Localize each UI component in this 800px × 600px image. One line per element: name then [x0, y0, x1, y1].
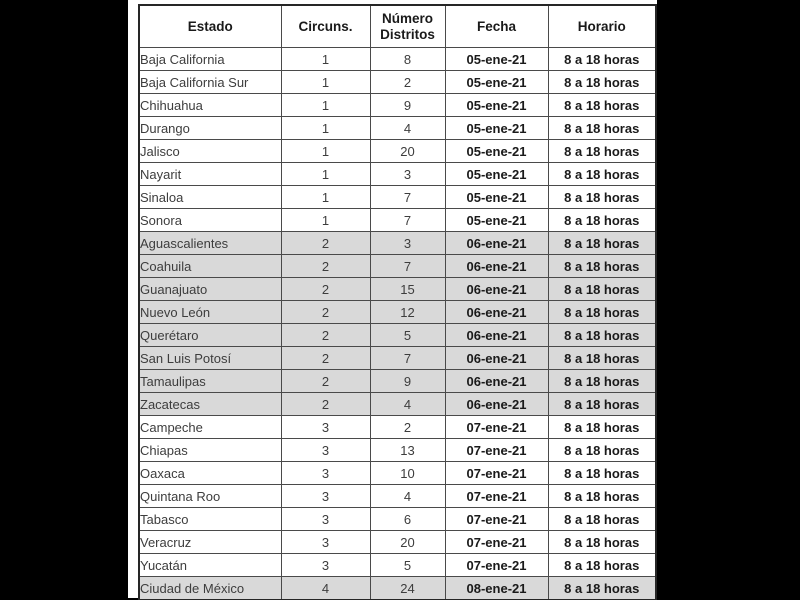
fecha-cell: 06-ene-21 — [445, 232, 548, 255]
estado-cell: Ciudad de México — [139, 577, 281, 600]
distritos-cell: 5 — [370, 324, 445, 347]
circuns-cell: 1 — [281, 117, 370, 140]
distritos-cell: 7 — [370, 186, 445, 209]
table-row — [139, 347, 656, 370]
estado-cell: Zacatecas — [139, 393, 281, 416]
fecha-cell: 07-ene-21 — [445, 554, 548, 577]
table-row — [139, 439, 656, 462]
header-horario: Horario — [548, 5, 656, 48]
header-fecha: Fecha — [445, 5, 548, 48]
fecha-cell: 05-ene-21 — [445, 163, 548, 186]
circuns-cell: 2 — [281, 393, 370, 416]
distritos-cell: 3 — [370, 232, 445, 255]
horario-cell: 8 a 18 horas — [548, 393, 656, 416]
fecha-cell: 07-ene-21 — [445, 485, 548, 508]
distritos-cell: 4 — [370, 117, 445, 140]
table-row — [139, 48, 656, 71]
table-row — [139, 508, 656, 531]
circuns-cell: 1 — [281, 140, 370, 163]
circuns-cell: 4 — [281, 577, 370, 600]
estado-cell: Nuevo León — [139, 301, 281, 324]
horario-cell: 8 a 18 horas — [548, 324, 656, 347]
distritos-cell: 9 — [370, 94, 445, 117]
estado-cell: Nayarit — [139, 163, 281, 186]
estado-cell: Baja California Sur — [139, 71, 281, 94]
document-page — [128, 0, 657, 598]
horario-cell: 8 a 18 horas — [548, 347, 656, 370]
estado-cell: Quintana Roo — [139, 485, 281, 508]
table-row — [139, 301, 656, 324]
table-row — [139, 278, 656, 301]
estado-cell: Oaxaca — [139, 462, 281, 485]
header-distritos: Número Distritos — [370, 5, 445, 48]
circuns-cell: 3 — [281, 439, 370, 462]
estado-cell: Tabasco — [139, 508, 281, 531]
fecha-cell: 06-ene-21 — [445, 301, 548, 324]
estado-cell: Campeche — [139, 416, 281, 439]
distritos-cell: 3 — [370, 163, 445, 186]
fecha-cell: 07-ene-21 — [445, 439, 548, 462]
table-row — [139, 554, 656, 577]
circuns-cell: 2 — [281, 278, 370, 301]
circuns-cell: 3 — [281, 531, 370, 554]
fecha-cell: 07-ene-21 — [445, 531, 548, 554]
table-header — [139, 5, 656, 48]
fecha-cell: 07-ene-21 — [445, 416, 548, 439]
circuns-cell: 2 — [281, 301, 370, 324]
circuns-cell: 1 — [281, 71, 370, 94]
table-body — [139, 48, 656, 600]
table-row — [139, 255, 656, 278]
circuns-cell: 3 — [281, 462, 370, 485]
table-row — [139, 94, 656, 117]
estado-cell: Chiapas — [139, 439, 281, 462]
distritos-cell: 2 — [370, 71, 445, 94]
fecha-cell: 06-ene-21 — [445, 393, 548, 416]
fecha-cell: 06-ene-21 — [445, 278, 548, 301]
estado-cell: San Luis Potosí — [139, 347, 281, 370]
fecha-cell: 06-ene-21 — [445, 255, 548, 278]
distritos-cell: 13 — [370, 439, 445, 462]
estado-cell: Querétaro — [139, 324, 281, 347]
circuns-cell: 2 — [281, 232, 370, 255]
distritos-cell: 24 — [370, 577, 445, 600]
horario-cell: 8 a 18 horas — [548, 232, 656, 255]
table-row — [139, 71, 656, 94]
horario-cell: 8 a 18 horas — [548, 71, 656, 94]
fecha-cell: 05-ene-21 — [445, 48, 548, 71]
header-estado: Estado — [139, 5, 281, 48]
header-row — [139, 5, 656, 48]
circuns-cell: 1 — [281, 48, 370, 71]
circuns-cell: 1 — [281, 186, 370, 209]
estado-cell: Sonora — [139, 209, 281, 232]
fecha-cell: 07-ene-21 — [445, 462, 548, 485]
distritos-cell: 5 — [370, 554, 445, 577]
circuns-cell: 2 — [281, 370, 370, 393]
distritos-cell: 12 — [370, 301, 445, 324]
distritos-cell: 7 — [370, 255, 445, 278]
distritos-cell: 4 — [370, 393, 445, 416]
table-row — [139, 163, 656, 186]
estado-cell: Aguascalientes — [139, 232, 281, 255]
circuns-cell: 3 — [281, 416, 370, 439]
table-row — [139, 140, 656, 163]
table-row — [139, 209, 656, 232]
distritos-cell: 2 — [370, 416, 445, 439]
header-circuns: Circuns. — [281, 5, 370, 48]
fecha-cell: 05-ene-21 — [445, 209, 548, 232]
table-row — [139, 531, 656, 554]
estado-cell: Sinaloa — [139, 186, 281, 209]
horario-cell: 8 a 18 horas — [548, 508, 656, 531]
horario-cell: 8 a 18 horas — [548, 416, 656, 439]
circuns-cell: 3 — [281, 485, 370, 508]
table-row — [139, 393, 656, 416]
estado-cell: Chihuahua — [139, 94, 281, 117]
table-row — [139, 370, 656, 393]
fecha-cell: 06-ene-21 — [445, 347, 548, 370]
estado-cell: Veracruz — [139, 531, 281, 554]
horario-cell: 8 a 18 horas — [548, 554, 656, 577]
fecha-cell: 05-ene-21 — [445, 186, 548, 209]
fecha-cell: 05-ene-21 — [445, 71, 548, 94]
fecha-cell: 06-ene-21 — [445, 324, 548, 347]
table-row — [139, 324, 656, 347]
horario-cell: 8 a 18 horas — [548, 462, 656, 485]
horario-cell: 8 a 18 horas — [548, 255, 656, 278]
distritos-cell: 4 — [370, 485, 445, 508]
horario-cell: 8 a 18 horas — [548, 439, 656, 462]
circuns-cell: 1 — [281, 94, 370, 117]
distritos-cell: 20 — [370, 531, 445, 554]
table-row — [139, 232, 656, 255]
table-row — [139, 117, 656, 140]
estado-cell: Baja California — [139, 48, 281, 71]
fecha-cell: 06-ene-21 — [445, 370, 548, 393]
distritos-cell: 15 — [370, 278, 445, 301]
horario-cell: 8 a 18 horas — [548, 117, 656, 140]
circuns-cell: 3 — [281, 554, 370, 577]
horario-cell: 8 a 18 horas — [548, 278, 656, 301]
estado-cell: Jalisco — [139, 140, 281, 163]
fecha-cell: 08-ene-21 — [445, 577, 548, 600]
horario-cell: 8 a 18 horas — [548, 485, 656, 508]
distritos-cell: 6 — [370, 508, 445, 531]
horario-cell: 8 a 18 horas — [548, 163, 656, 186]
circuns-cell: 2 — [281, 347, 370, 370]
fecha-cell: 05-ene-21 — [445, 94, 548, 117]
distritos-cell: 7 — [370, 209, 445, 232]
circuns-cell: 2 — [281, 255, 370, 278]
distritos-cell: 9 — [370, 370, 445, 393]
fecha-cell: 05-ene-21 — [445, 117, 548, 140]
distritos-cell: 8 — [370, 48, 445, 71]
estado-cell: Coahuila — [139, 255, 281, 278]
distritos-cell: 7 — [370, 347, 445, 370]
horario-cell: 8 a 18 horas — [548, 531, 656, 554]
table-row — [139, 485, 656, 508]
estado-cell: Tamaulipas — [139, 370, 281, 393]
circuns-cell: 1 — [281, 163, 370, 186]
circuns-cell: 3 — [281, 508, 370, 531]
estado-cell: Durango — [139, 117, 281, 140]
distritos-cell: 20 — [370, 140, 445, 163]
circuns-cell: 1 — [281, 209, 370, 232]
fecha-cell: 05-ene-21 — [445, 140, 548, 163]
fecha-cell: 07-ene-21 — [445, 508, 548, 531]
table-row — [139, 416, 656, 439]
horario-cell: 8 a 18 horas — [548, 186, 656, 209]
horario-cell: 8 a 18 horas — [548, 370, 656, 393]
district-schedule-table — [138, 4, 657, 600]
horario-cell: 8 a 18 horas — [548, 301, 656, 324]
table-row — [139, 186, 656, 209]
table-row — [139, 577, 656, 600]
table-row — [139, 462, 656, 485]
horario-cell: 8 a 18 horas — [548, 209, 656, 232]
horario-cell: 8 a 18 horas — [548, 577, 656, 600]
horario-cell: 8 a 18 horas — [548, 140, 656, 163]
horario-cell: 8 a 18 horas — [548, 48, 656, 71]
horario-cell: 8 a 18 horas — [548, 94, 656, 117]
circuns-cell: 2 — [281, 324, 370, 347]
distritos-cell: 10 — [370, 462, 445, 485]
estado-cell: Yucatán — [139, 554, 281, 577]
estado-cell: Guanajuato — [139, 278, 281, 301]
